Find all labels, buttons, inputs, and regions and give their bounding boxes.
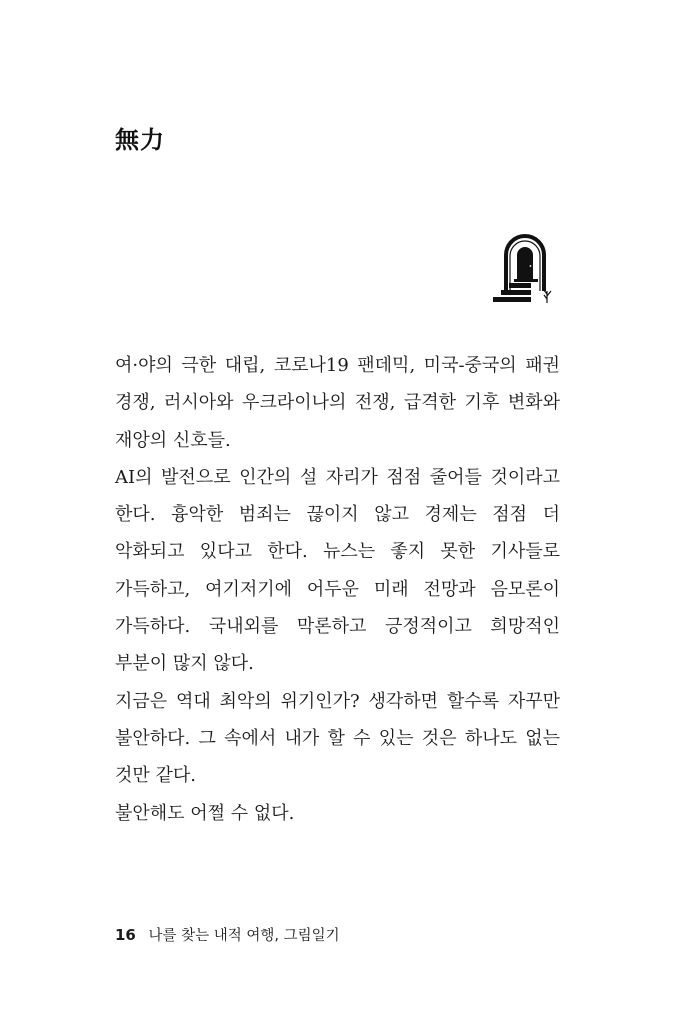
chapter-title: 無力: [115, 126, 165, 154]
page-number: 16: [115, 926, 136, 944]
body-text: [115, 347, 560, 832]
paragraph: AI의 발전으로 인간의 설 자리가 점점 줄어들 것이라고 한다. 흉악한 범죄는 끊이지 않고 경제는 점점 더 악화되고 있다고 한다. 뉴스는 좋지 못한 기사들로 가득하고, 여기저기에 어두운 미래 전망과 음모론이 가득하다. 국내외를 막론하고 긍정적이고 희망적인 부분이 많지 않다.: [115, 466, 560, 675]
arched-door-stairs-icon: [491, 233, 559, 307]
page-footer: [115, 928, 340, 944]
paragraph: 여·야의 극한 대립, 코로나19 팬데믹, 미국-중국의 패권 경쟁, 러시아와 우크라이나의 전쟁, 급격한 기후 변화와 재앙의 신호들.: [115, 355, 560, 451]
running-title: 나를 찾는 내적 여행, 그림일기: [148, 928, 340, 944]
paragraph: 불안해도 어쩔 수 없다.: [115, 802, 295, 824]
paragraph: 지금은 역대 최악의 위기인가? 생각하면 할수록 자꾸만 불안하다. 그 속에서 내가 할 수 있는 것은 하나도 없는 것만 같다.: [115, 690, 560, 787]
